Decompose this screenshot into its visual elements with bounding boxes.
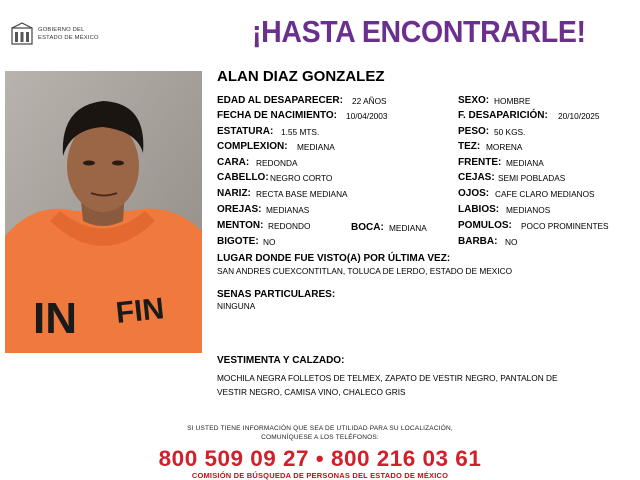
clothing-line1: MOCHILA NEGRA FOLLETOS DE TELMEX, ZAPATO DE VESTIR NEGRO, PANTALON DE bbox=[217, 373, 558, 383]
birthdate-label: FECHA DE NACIMIENTO: bbox=[217, 110, 337, 121]
age-value: 22 AÑOS bbox=[352, 96, 387, 106]
svg-text:IN: IN bbox=[33, 294, 77, 343]
distinguishing-marks-label: SENAS PARTICULARES: bbox=[217, 289, 336, 300]
distinguishing-marks-value: NINGUNA bbox=[217, 301, 256, 311]
contact-phone-numbers: 800 509 09 27 • 800 216 03 61 bbox=[158, 446, 482, 471]
logo-text-line1: GOBIERNO DEL bbox=[38, 27, 85, 33]
eyes-value: CAFE CLARO MEDIANOS bbox=[495, 189, 595, 199]
ears-value: MEDIANAS bbox=[266, 205, 310, 215]
build-label: COMPLEXION: bbox=[217, 141, 288, 152]
footer-note bbox=[0, 425, 640, 442]
footer-note-line1: SI USTED TIENE INFORMACIÓN QUE SEA DE UTILIDAD PARA SU LOCALIZACIÓN, bbox=[187, 425, 453, 432]
age-label: EDAD AL DESAPARECER: bbox=[217, 95, 343, 106]
missing-person-photo bbox=[5, 71, 202, 353]
clothing-line2: VESTIR NEGRO, CAMISA VINO, CHALECO GRIS bbox=[217, 386, 406, 397]
nose-value: RECTA BASE MEDIANA bbox=[256, 189, 348, 199]
cheekbones-label: POMULOS: bbox=[458, 220, 512, 231]
face-label: CARA: bbox=[217, 157, 250, 168]
cheekbones-value: POCO PROMINENTES bbox=[521, 221, 609, 231]
last-seen-label: LUGAR DONDE FUE VISTO(A) POR ÚLTIMA VEZ: bbox=[217, 253, 451, 264]
person-portrait-icon bbox=[5, 71, 202, 353]
birthdate-value: 10/04/2003 bbox=[346, 111, 388, 121]
chin-label: MENTON: bbox=[217, 220, 264, 231]
footer-note-line2: COMUNÍQUESE A LOS TELÉFONOS: bbox=[261, 433, 379, 441]
skin-tone-label: TEZ: bbox=[458, 141, 481, 152]
eyes-label: OJOS: bbox=[458, 188, 490, 199]
forehead-label: FRENTE: bbox=[458, 157, 502, 168]
mouth-label: BOCA: bbox=[351, 222, 384, 233]
sex-label: SEXO: bbox=[458, 95, 490, 106]
hair-value: NEGRO CORTO bbox=[270, 173, 333, 183]
beard-value: NO bbox=[505, 237, 518, 247]
skin-tone-value: MORENA bbox=[486, 142, 523, 152]
lips-value: MEDIANOS bbox=[506, 205, 551, 215]
last-seen-value: SAN ANDRES CUEXCONTITLAN, TOLUCA DE LERDO, ESTADO DE MEXICO bbox=[217, 266, 513, 276]
svg-text:FIN: FIN bbox=[114, 292, 166, 330]
height-value: 1.55 MTS. bbox=[281, 127, 320, 137]
beard-label: BARBA: bbox=[458, 236, 498, 247]
ears-label: OREJAS: bbox=[217, 204, 262, 215]
nose-label: NARIZ: bbox=[217, 188, 251, 199]
mustache-value: NO bbox=[263, 237, 276, 247]
commission-name: COMISIÓN DE BÚSQUEDA DE PERSONAS DEL ESTADO DE MÉXICO bbox=[191, 471, 449, 480]
mustache-label: BIGOTE: bbox=[217, 236, 259, 247]
clothing-description bbox=[217, 372, 617, 399]
forehead-value: MEDIANA bbox=[506, 158, 544, 168]
poster-headline: ¡HASTA ENCONTRARLE! bbox=[252, 14, 586, 49]
eyebrows-value: SEMI POBLADAS bbox=[498, 173, 566, 183]
mouth-value: MEDIANA bbox=[389, 223, 427, 233]
hair-label: CABELLO: bbox=[217, 172, 269, 183]
clothing-label: VESTIMENTA Y CALZADO: bbox=[217, 355, 345, 366]
state-government-logo bbox=[10, 22, 120, 48]
eyebrows-label: CEJAS: bbox=[458, 172, 495, 183]
chin-value: REDONDO bbox=[268, 221, 311, 231]
lips-label: LABIOS: bbox=[458, 204, 500, 215]
build-value: MEDIANA bbox=[297, 142, 335, 152]
disappearance-date-label: F. DESAPARICIÓN: bbox=[458, 110, 548, 121]
weight-label: PESO: bbox=[458, 126, 490, 137]
weight-value: 50 KGS. bbox=[494, 127, 526, 137]
person-name: ALAN DIAZ GONZALEZ bbox=[217, 68, 385, 85]
logo-text-line2: ESTADO DE MÉXICO bbox=[38, 35, 99, 41]
disappearance-date-value: 20/10/2025 bbox=[558, 111, 600, 121]
state-seal-icon bbox=[10, 22, 34, 46]
face-value: REDONDA bbox=[256, 158, 298, 168]
sex-value: HOMBRE bbox=[494, 96, 531, 106]
height-label: ESTATURA: bbox=[217, 126, 274, 137]
